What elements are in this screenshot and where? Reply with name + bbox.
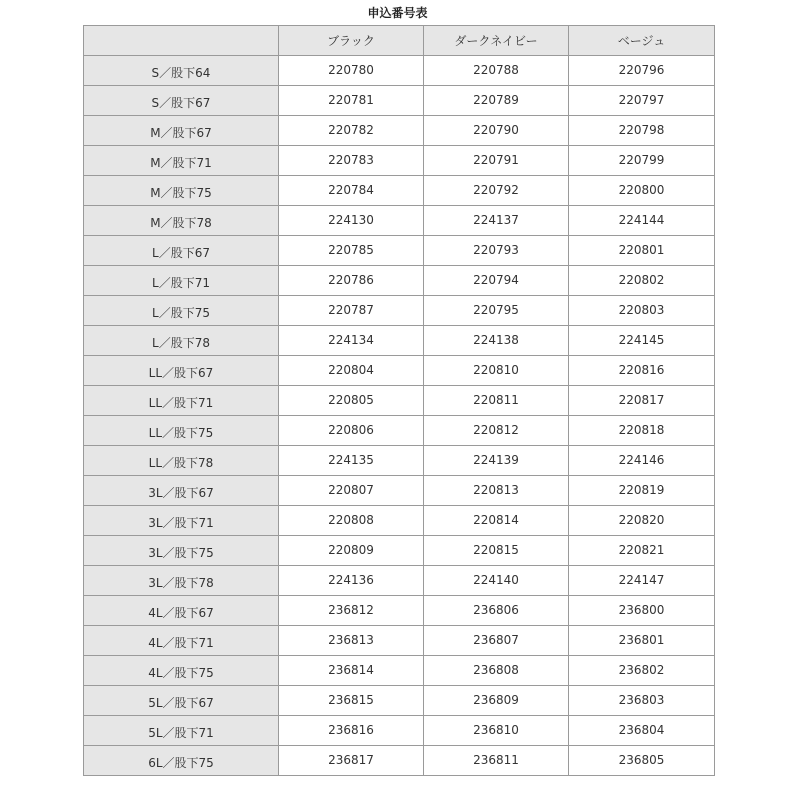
order-number-beige: 220821	[569, 536, 715, 566]
size-label-cell: LL／股下75	[84, 416, 279, 446]
table-row	[84, 686, 715, 716]
size-label-cell: M／股下75	[84, 176, 279, 206]
order-number-black: 224136	[279, 566, 424, 596]
order-number-dark-navy: 224140	[424, 566, 569, 596]
size-label-cell: M／股下78	[84, 206, 279, 236]
header-beige: ベージュ	[569, 26, 715, 56]
order-number-black: 236812	[279, 596, 424, 626]
table-header	[84, 26, 715, 56]
order-number-beige: 224145	[569, 326, 715, 356]
table-row	[84, 236, 715, 266]
table-row	[84, 86, 715, 116]
table-row	[84, 266, 715, 296]
size-label-cell: 3L／股下75	[84, 536, 279, 566]
size-label-cell: L／股下75	[84, 296, 279, 326]
order-number-beige: 236805	[569, 746, 715, 776]
order-number-black: 224135	[279, 446, 424, 476]
order-number-dark-navy: 220812	[424, 416, 569, 446]
size-label-cell: 3L／股下71	[84, 506, 279, 536]
order-number-dark-navy: 224138	[424, 326, 569, 356]
order-number-beige: 220802	[569, 266, 715, 296]
table-row	[84, 176, 715, 206]
order-number-dark-navy: 220810	[424, 356, 569, 386]
table-row	[84, 536, 715, 566]
order-number-dark-navy: 236806	[424, 596, 569, 626]
order-number-beige: 220816	[569, 356, 715, 386]
table-body	[84, 56, 715, 776]
table-row	[84, 566, 715, 596]
header-corner-cell	[84, 26, 279, 56]
order-number-beige: 220803	[569, 296, 715, 326]
order-number-black: 224130	[279, 206, 424, 236]
order-number-dark-navy: 220794	[424, 266, 569, 296]
order-number-black: 236816	[279, 716, 424, 746]
order-number-beige: 236801	[569, 626, 715, 656]
order-number-table	[83, 25, 715, 776]
order-number-dark-navy: 236810	[424, 716, 569, 746]
order-number-black: 220804	[279, 356, 424, 386]
order-number-beige: 220797	[569, 86, 715, 116]
table-row	[84, 746, 715, 776]
order-number-beige: 224147	[569, 566, 715, 596]
size-label-cell: S／股下64	[84, 56, 279, 86]
order-number-beige: 220819	[569, 476, 715, 506]
order-number-dark-navy: 236809	[424, 686, 569, 716]
order-number-black: 220806	[279, 416, 424, 446]
order-number-black: 236813	[279, 626, 424, 656]
order-number-dark-navy: 220793	[424, 236, 569, 266]
order-number-black: 220784	[279, 176, 424, 206]
table-row	[84, 326, 715, 356]
size-label-cell: 6L／股下75	[84, 746, 279, 776]
size-label-cell: M／股下67	[84, 116, 279, 146]
size-label-cell: 4L／股下75	[84, 656, 279, 686]
size-label-cell: 3L／股下67	[84, 476, 279, 506]
order-number-black: 220781	[279, 86, 424, 116]
order-number-beige: 220798	[569, 116, 715, 146]
size-label-cell: 4L／股下71	[84, 626, 279, 656]
size-label-cell: M／股下71	[84, 146, 279, 176]
size-label-cell: LL／股下71	[84, 386, 279, 416]
table-row	[84, 476, 715, 506]
order-number-black: 220805	[279, 386, 424, 416]
order-number-black: 220787	[279, 296, 424, 326]
order-number-beige: 224144	[569, 206, 715, 236]
order-number-dark-navy: 236811	[424, 746, 569, 776]
table-row	[84, 446, 715, 476]
order-number-black: 236814	[279, 656, 424, 686]
order-number-dark-navy: 220790	[424, 116, 569, 146]
order-number-black: 224134	[279, 326, 424, 356]
size-label-cell: 5L／股下67	[84, 686, 279, 716]
order-number-black: 220785	[279, 236, 424, 266]
order-number-beige: 224146	[569, 446, 715, 476]
table-row	[84, 716, 715, 746]
table-row	[84, 146, 715, 176]
size-label-cell: L／股下78	[84, 326, 279, 356]
size-label-cell: 3L／股下78	[84, 566, 279, 596]
table-row	[84, 596, 715, 626]
order-number-beige: 236800	[569, 596, 715, 626]
table-row	[84, 506, 715, 536]
size-label-cell: L／股下71	[84, 266, 279, 296]
table-row	[84, 386, 715, 416]
size-label-cell: LL／股下67	[84, 356, 279, 386]
order-number-dark-navy: 220788	[424, 56, 569, 86]
size-label-cell: 5L／股下71	[84, 716, 279, 746]
order-number-dark-navy: 220813	[424, 476, 569, 506]
table-row	[84, 296, 715, 326]
size-label-cell: LL／股下78	[84, 446, 279, 476]
order-number-dark-navy: 220789	[424, 86, 569, 116]
order-number-black: 220780	[279, 56, 424, 86]
order-number-beige: 236804	[569, 716, 715, 746]
table-row	[84, 56, 715, 86]
order-number-black: 220782	[279, 116, 424, 146]
order-number-beige: 220796	[569, 56, 715, 86]
order-number-black: 220786	[279, 266, 424, 296]
size-label-cell: L／股下67	[84, 236, 279, 266]
table-row	[84, 356, 715, 386]
order-number-dark-navy: 220795	[424, 296, 569, 326]
order-number-beige: 236802	[569, 656, 715, 686]
order-number-dark-navy: 220815	[424, 536, 569, 566]
table-row	[84, 656, 715, 686]
order-number-dark-navy: 236808	[424, 656, 569, 686]
size-label-cell: 4L／股下67	[84, 596, 279, 626]
order-number-dark-navy: 220791	[424, 146, 569, 176]
table-row	[84, 116, 715, 146]
order-number-dark-navy: 224139	[424, 446, 569, 476]
table-row	[84, 416, 715, 446]
size-label-cell: S／股下67	[84, 86, 279, 116]
order-number-dark-navy: 220792	[424, 176, 569, 206]
order-number-beige: 220800	[569, 176, 715, 206]
order-number-beige: 220817	[569, 386, 715, 416]
table-row	[84, 626, 715, 656]
order-number-beige: 220820	[569, 506, 715, 536]
table-row	[84, 206, 715, 236]
order-number-black: 220807	[279, 476, 424, 506]
order-number-dark-navy: 236807	[424, 626, 569, 656]
order-number-black: 220809	[279, 536, 424, 566]
header-dark-navy: ダークネイビー	[424, 26, 569, 56]
page-title: 申込番号表	[367, 6, 428, 20]
header-black: ブラック	[279, 26, 424, 56]
header-row	[84, 26, 715, 56]
order-number-dark-navy: 220811	[424, 386, 569, 416]
order-number-beige: 220801	[569, 236, 715, 266]
order-number-black: 236815	[279, 686, 424, 716]
order-number-beige: 220818	[569, 416, 715, 446]
order-number-black: 220808	[279, 506, 424, 536]
order-number-beige: 236803	[569, 686, 715, 716]
order-number-black: 236817	[279, 746, 424, 776]
order-number-beige: 220799	[569, 146, 715, 176]
order-number-dark-navy: 224137	[424, 206, 569, 236]
order-number-dark-navy: 220814	[424, 506, 569, 536]
order-number-black: 220783	[279, 146, 424, 176]
